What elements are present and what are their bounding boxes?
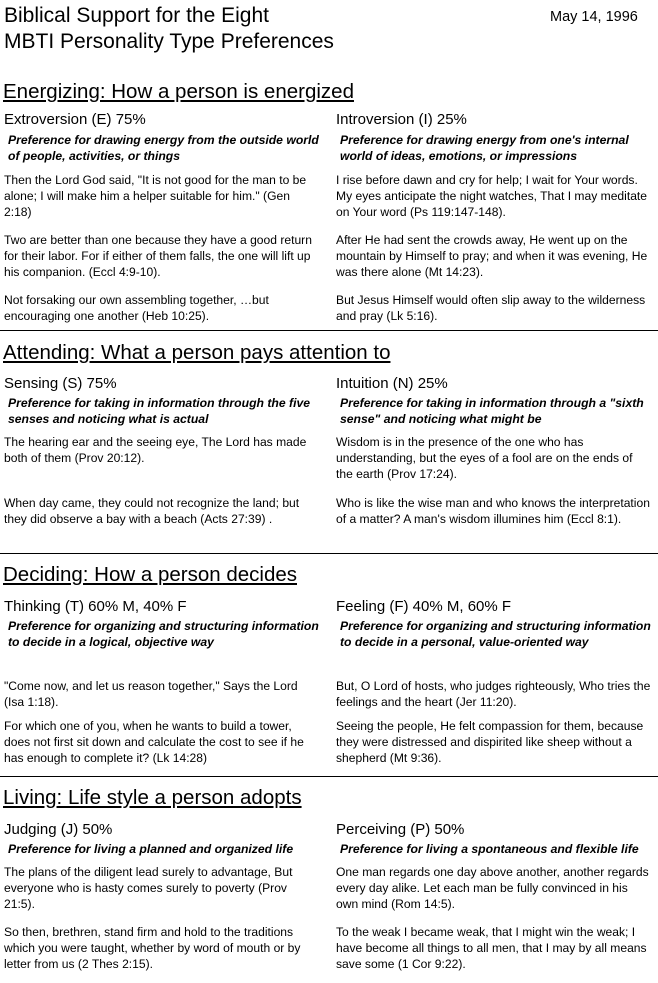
scripture-quote: After He had sent the crowds away, He went up on the mountain by Himself to pray; and when it was evening, He was there alone (Mt 14:23).	[336, 233, 648, 279]
section-energizing	[0, 80, 658, 332]
column-heading: Extroversion (E) 75%	[4, 111, 146, 128]
scripture-quote: "Come now, and let us reason together," Says the Lord (Isa 1:18).	[4, 679, 298, 709]
section-heading: Living: Life style a person adopts	[3, 786, 302, 809]
scripture-quote: To the weak I became weak, that I might win the weak; I have become all things to all men, that I may by all means save some (1 Cor 9:22).	[336, 925, 647, 971]
scripture-quote: Two are better than one because they have a good return for their labor. For if either of them falls, the one will lift up his companion. (Eccl 4:9-10).	[4, 233, 312, 279]
preference-text: Preference for drawing energy from one's internal world of ideas, emotions, or impressions	[340, 133, 629, 163]
preference-text: Preference for living a spontaneous and flexible life	[340, 842, 639, 856]
preference-text: Preference for drawing energy from the outside world of people, activities, or things	[8, 133, 319, 163]
column-heading: Introversion (I) 25%	[336, 111, 467, 128]
section-attending	[0, 341, 658, 555]
preference-text: Preference for taking in information through a "sixth sense" and noticing what might be	[340, 396, 644, 426]
scripture-quote: Wisdom is in the presence of the one who has understanding, but the eyes of a fool are on the ends of the earth (Prov 17:24).	[336, 435, 633, 481]
preference-text: Preference for organizing and structuring information to decide in a logical, objective way	[8, 619, 319, 649]
column-heading: Judging (J) 50%	[4, 821, 113, 838]
section-living	[0, 786, 658, 981]
scripture-quote: I rise before dawn and cry for help; I wait for Your words. My eyes anticipate the night watches, That I may meditate on Your word (Ps 119:147-148).	[336, 173, 648, 219]
column-heading: Thinking (T) 60% M, 40% F	[4, 598, 187, 615]
scripture-quote: Who is like the wise man and who knows the interpretation of a matter? A man's wisdom illumines him (Eccl 8:1).	[336, 496, 650, 526]
section-heading: Energizing: How a person is energized	[3, 80, 354, 103]
scripture-quote: Not forsaking our own assembling together, …but encouraging one another (Heb 10:25).	[4, 293, 269, 323]
section-heading: Deciding: How a person decides	[3, 563, 297, 586]
section-heading: Attending: What a person pays attention to	[3, 341, 391, 364]
scripture-quote: Seeing the people, He felt compassion for them, because they were distressed and dispirited like sheep without a shepherd (Mt 9:36).	[336, 719, 644, 765]
section-divider	[0, 553, 658, 554]
section-divider	[0, 330, 658, 331]
scripture-quote: The plans of the diligent lead surely to advantage, But everyone who is hasty comes surely to poverty (Prov 21:5).	[4, 865, 293, 911]
scripture-quote: Then the Lord God said, "It is not good for the man to be alone; I will make him a helper suitable for him." (Gen 2:18)	[4, 173, 307, 219]
document-date: May 14, 1996	[550, 9, 638, 25]
column-heading: Intuition (N) 25%	[336, 375, 448, 392]
title-line-1: Biblical Support for the Eight	[4, 4, 269, 27]
scripture-quote: But, O Lord of hosts, who judges righteously, Who tries the feelings and the heart (Jer 11:20).	[336, 679, 651, 709]
preference-text: Preference for taking in information through the five senses and noticing what is actual	[8, 396, 311, 426]
section-deciding	[0, 563, 658, 778]
column-heading: Sensing (S) 75%	[4, 375, 117, 392]
column-heading: Perceiving (P) 50%	[336, 821, 465, 838]
section-divider	[0, 776, 658, 777]
scripture-quote: But Jesus Himself would often slip away to the wilderness and pray (Lk 5:16).	[336, 293, 646, 323]
column-heading: Feeling (F) 40% M, 60% F	[336, 598, 512, 615]
scripture-quote: For which one of you, when he wants to build a tower, does not first sit down and calculate the cost to see if he has enough to complete it? (Lk 14:28)	[4, 719, 304, 765]
scripture-quote: The hearing ear and the seeing eye, The Lord has made both of them (Prov 20:12).	[4, 435, 307, 465]
preference-text: Preference for organizing and structuring information to decide in a personal, value-oriented way	[340, 619, 651, 649]
preference-text: Preference for living a planned and organized life	[8, 842, 294, 856]
scripture-quote: One man regards one day above another, another regards every day alike. Let each man be fully convinced in his own mind (Rom 14:5).	[336, 865, 649, 911]
scripture-quote: When day came, they could not recognize the land; but they did observe a bay with a beach (Acts 27:39) .	[4, 496, 300, 526]
scripture-quote: So then, brethren, stand firm and hold to the traditions which you were taught, whether by word of mouth or by letter from us (2 Thes 2:15).	[4, 925, 301, 971]
document-title	[4, 3, 474, 55]
title-line-2: MBTI Personality Type Preferences	[4, 30, 334, 53]
